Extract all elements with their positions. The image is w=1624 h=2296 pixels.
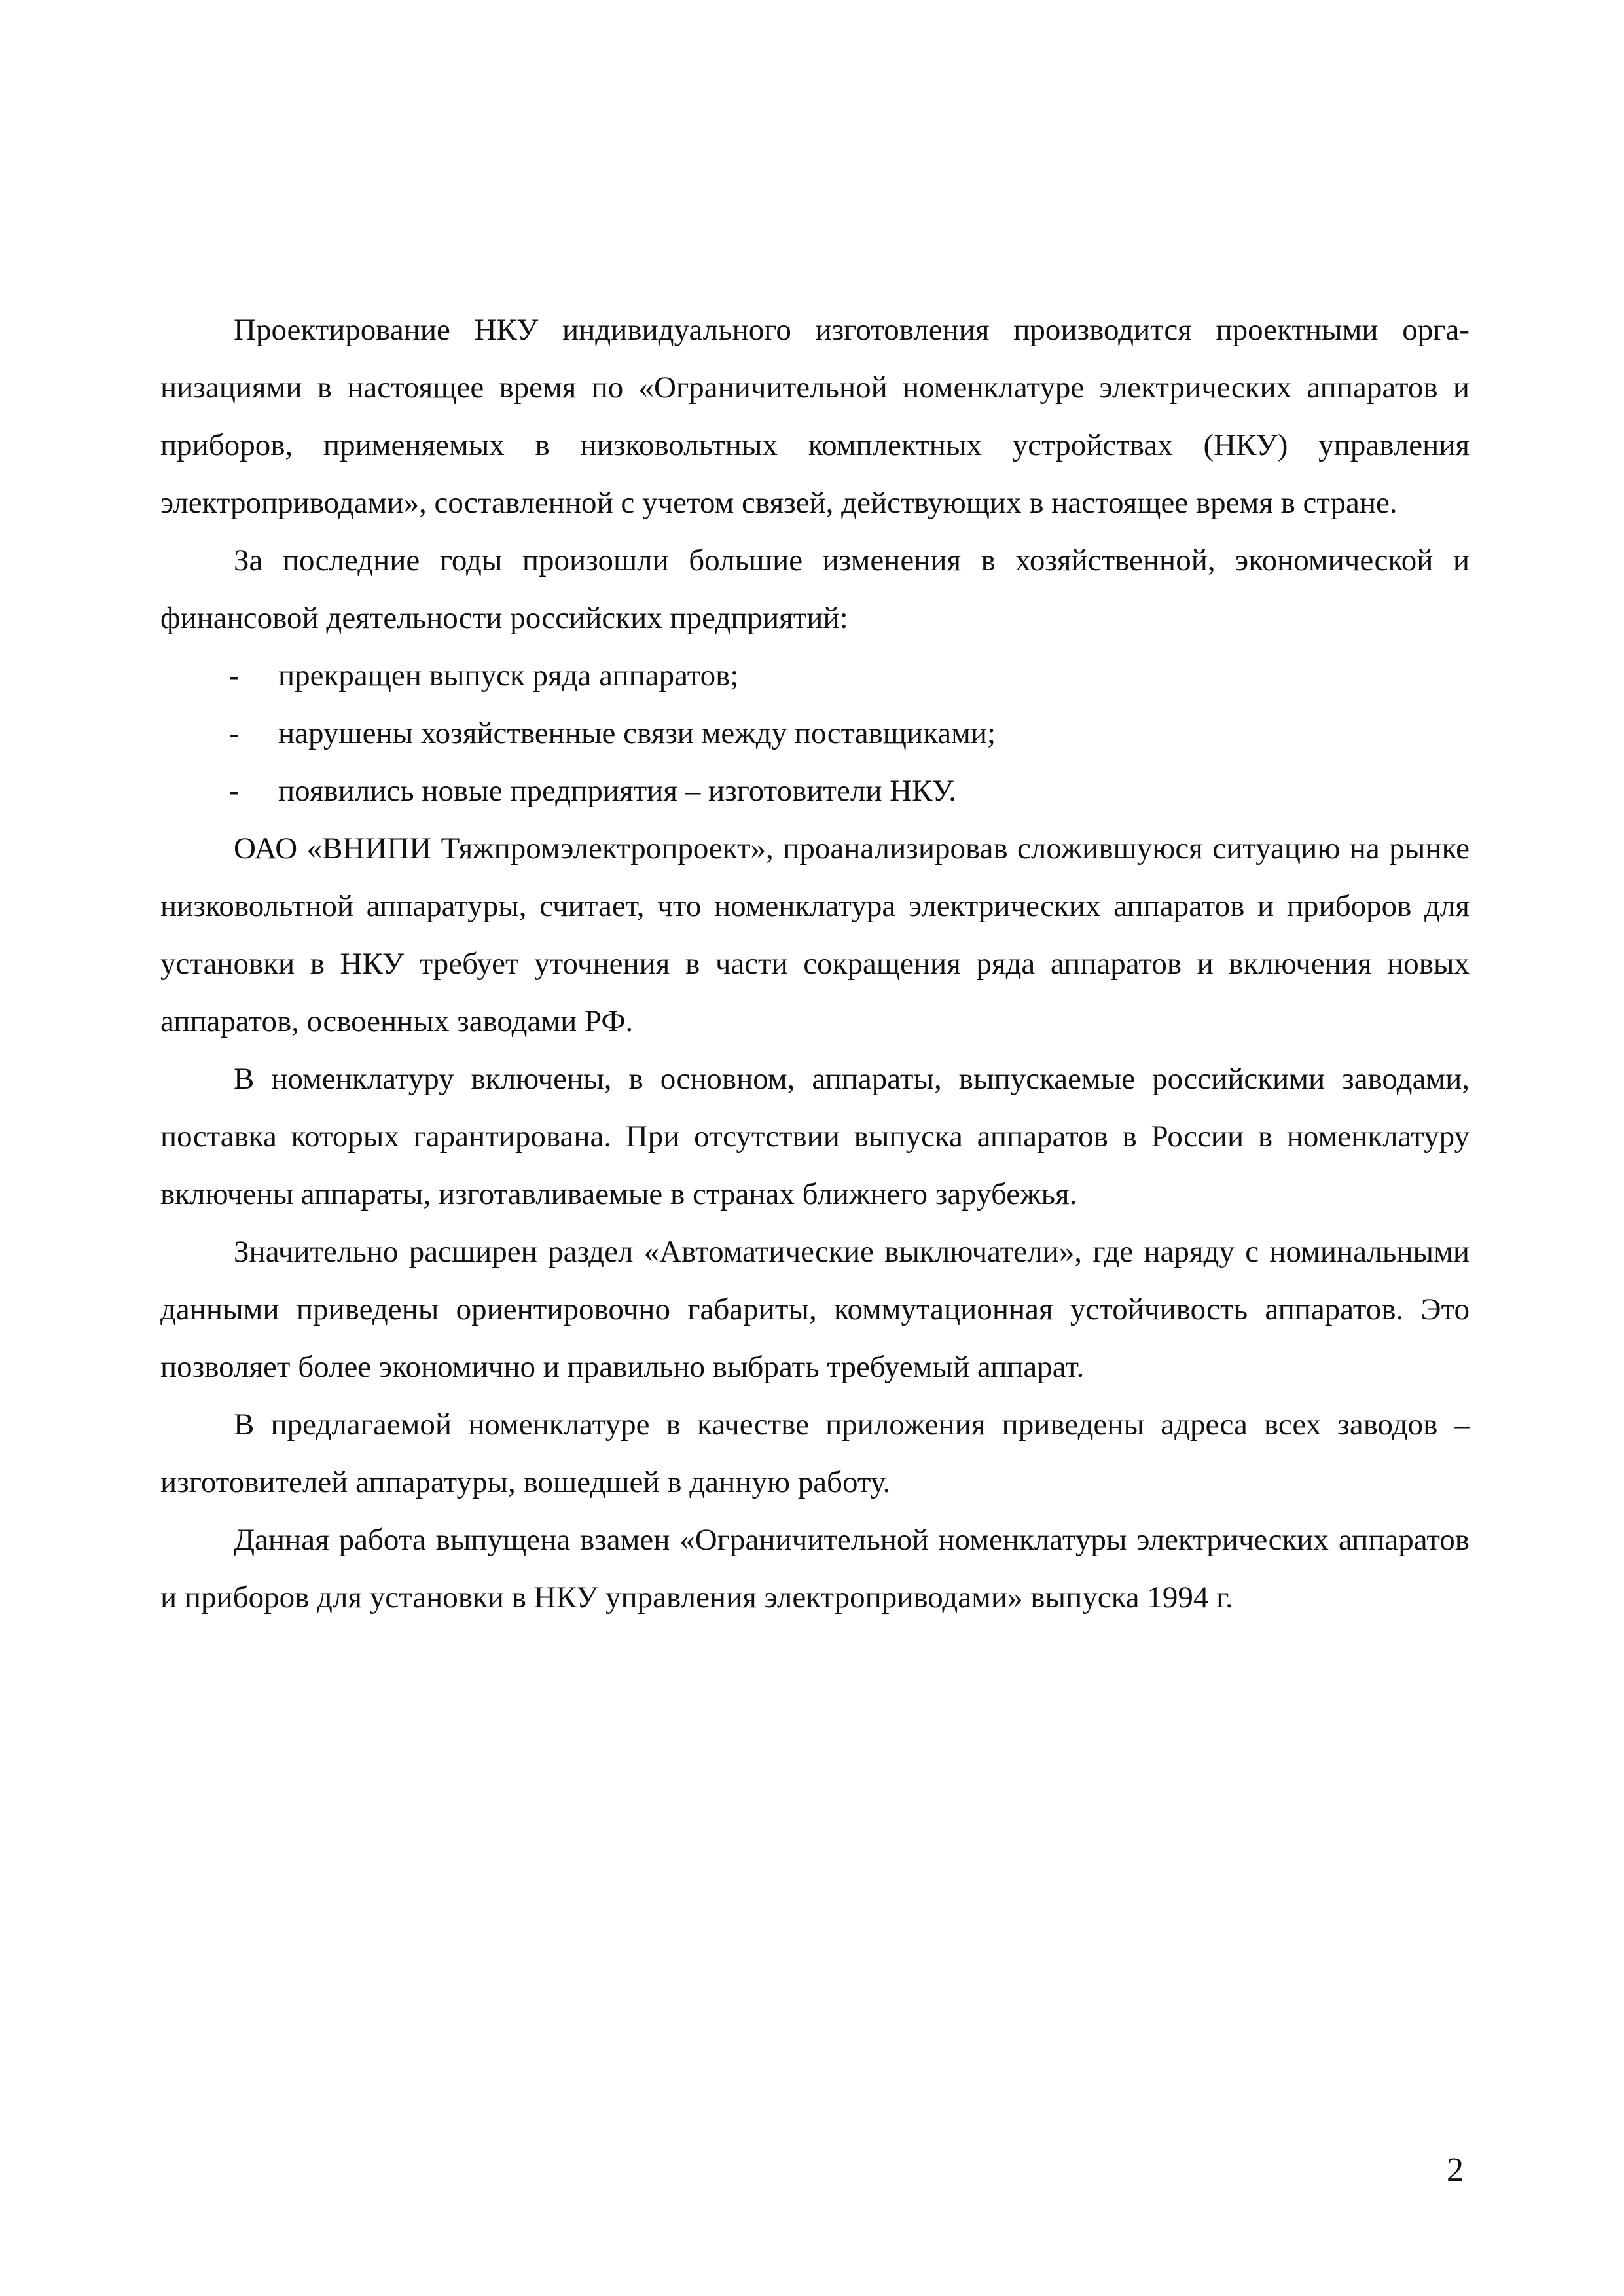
list-item-text: прекращен выпуск ряда аппаратов; xyxy=(278,659,739,693)
document-body xyxy=(160,301,1470,1626)
paragraph-replacement-note: Данная работа выпущена взамен «Ограничительной номенклатуры электрических аппаратов и приборов для установки в НКУ управления электроприводами» выпуска 1994 г. xyxy=(160,1523,1470,1614)
paragraph-vnipi-analysis: ОАО «ВНИПИ Тяжпромэлектропроект», проанализировав сложившуюся ситуацию на рынке низковольтной аппаратуры, считает, что номенклатура электрических аппаратов и приборов для установки в НКУ требует уточнения в части сокращения ряда аппаратов и включения новых аппаратов, освоенных заводами РФ. xyxy=(160,831,1470,1038)
list-item xyxy=(160,704,1470,762)
changes-list xyxy=(160,647,1470,820)
bullet-dash: - xyxy=(229,716,240,750)
paragraph-appendix-addresses: В предлагаемой номенклатуре в качестве приложения приведены адреса всех заводов – изготовителей аппаратуры, вошедшей в данную работу. xyxy=(160,1408,1470,1499)
list-item xyxy=(160,762,1470,820)
page-number: 2 xyxy=(1447,2151,1464,2189)
paragraph-circuit-breakers: Значительно расширен раздел «Автоматические выключатели», где наряду с номинальными данными приведены ориентировочно габариты, коммутационная устойчивость аппаратов. Это позволяет более экономично и правильно выбрать требуемый аппарат. xyxy=(160,1235,1470,1384)
paragraph-design-nku: Проектирование НКУ индивидуального изготовления производится проектными организациями в настоящее время по «Ограничительной номенклатуре электрических аппаратов и приборов, применяемых в низковольтных комплектных устройствах (НКУ) управления электроприводами», составленной с учетом связей, действующих в настоящее время в стране. xyxy=(160,313,1470,520)
paragraph-nomenclature-contents: В номенклатуру включены, в основном, аппараты, выпускаемые российскими заводами, поставка которых гарантирована. При отсутствии выпуска аппаратов в России в номенклатуру включены аппараты, изготавливаемые в странах ближнего зарубежья. xyxy=(160,1062,1470,1211)
paragraph-recent-changes: За последние годы произошли большие изменения в хозяйственной, экономической и финансовой деятельности российских предприятий: xyxy=(160,543,1470,635)
list-item xyxy=(160,647,1470,704)
list-item-text: появились новые предприятия – изготовители НКУ. xyxy=(278,774,956,808)
bullet-dash: - xyxy=(229,659,240,693)
list-item-text: нарушены хозяйственные связи между поставщиками; xyxy=(278,716,996,750)
bullet-dash: - xyxy=(229,774,240,808)
